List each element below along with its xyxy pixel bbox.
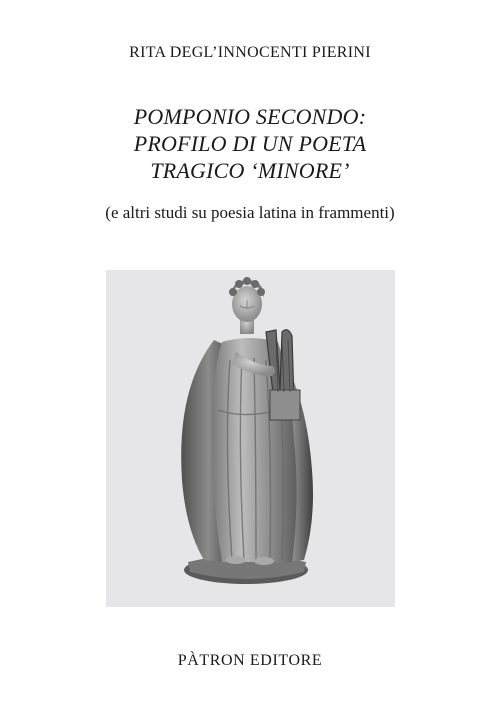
cover-illustration xyxy=(106,270,395,607)
publisher-name: PÀTRON EDITORE xyxy=(177,652,323,669)
author-name: RITA DEGL’INNOCENTI PIERINI xyxy=(129,44,371,61)
title-line-2: PROFILO DI UN POETA xyxy=(133,131,367,156)
book-title xyxy=(0,103,500,184)
statue-image xyxy=(106,270,395,607)
book-subtitle: (e altri studi su poesia latina in frammenti) xyxy=(105,203,395,222)
title-line-3: TRAGICO ‘MINORE’ xyxy=(150,158,350,183)
title-line-1: POMPONIO SECONDO: xyxy=(133,104,367,129)
